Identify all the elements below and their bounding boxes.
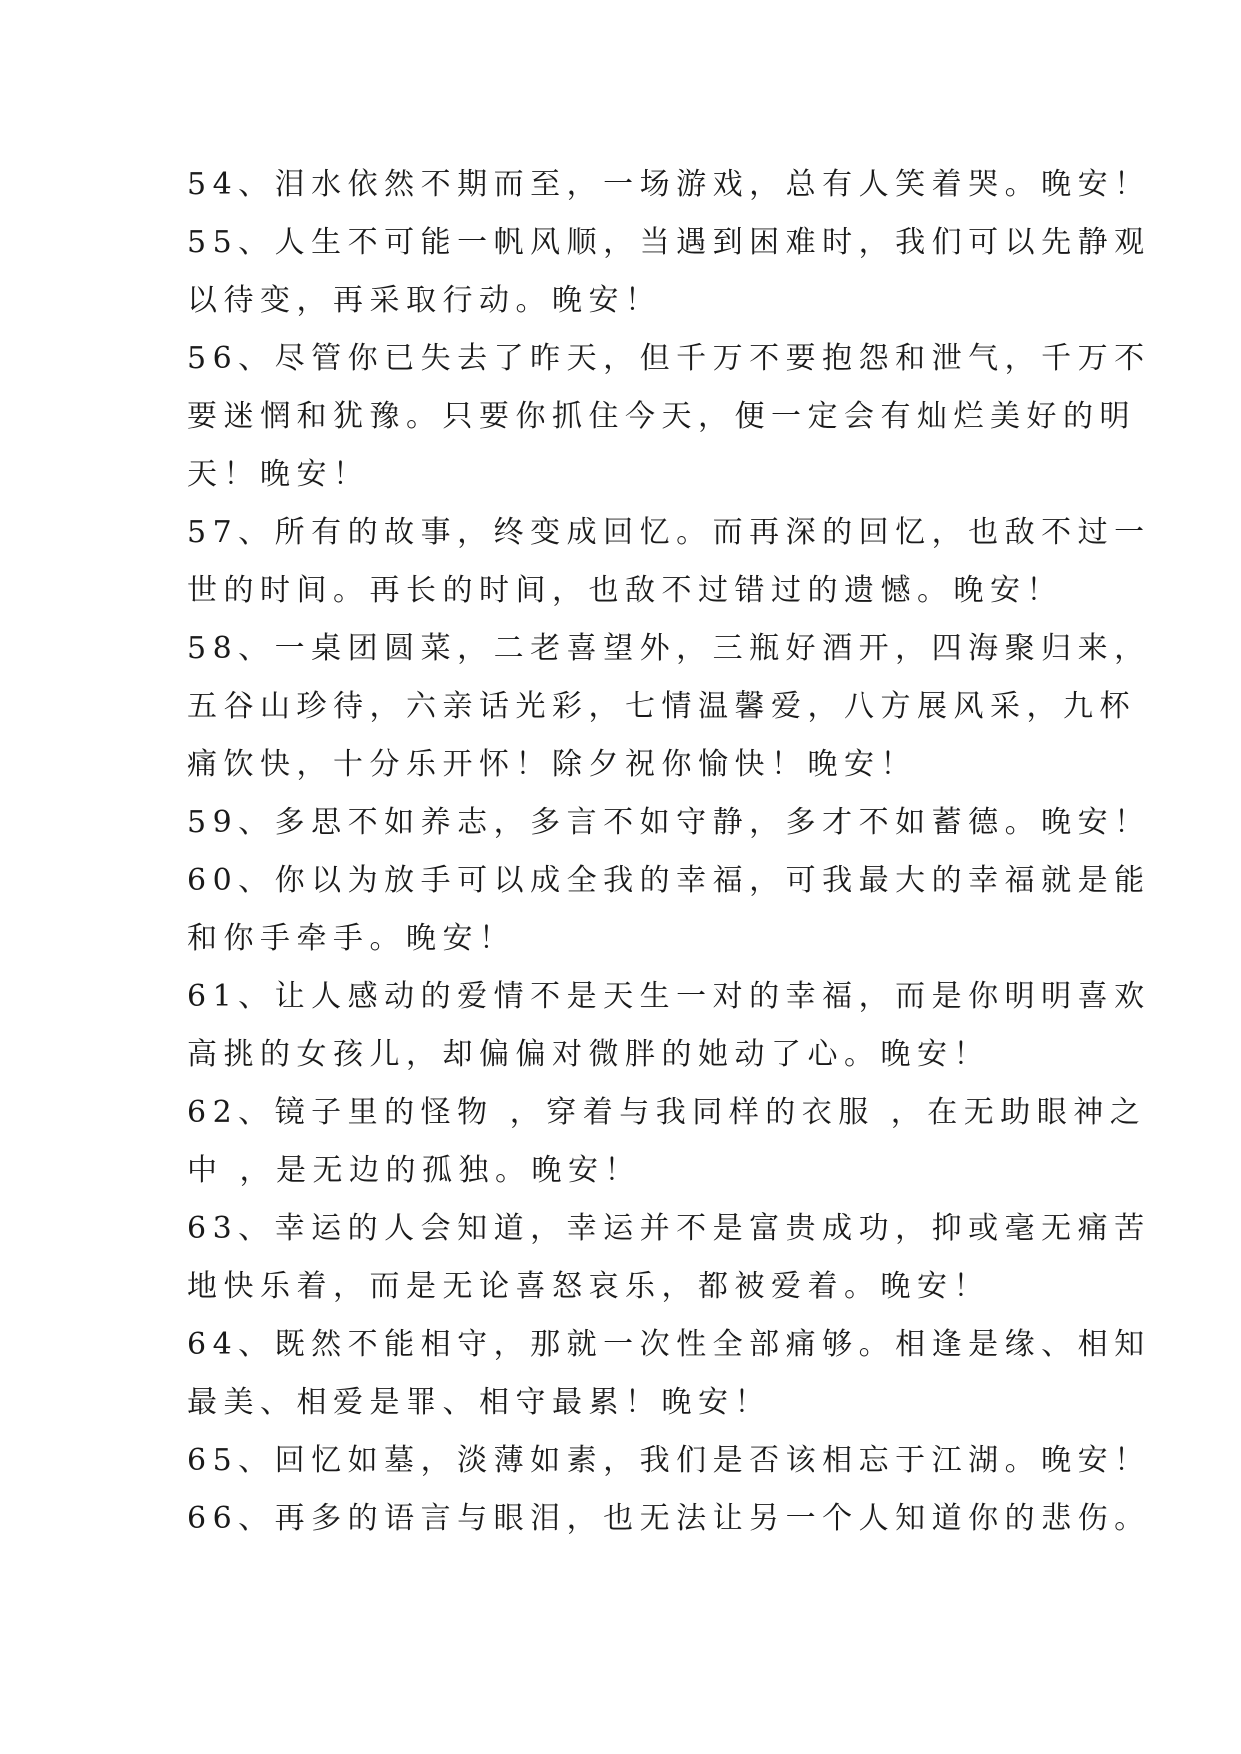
text-line: 和你手牵手。晚安！ [187,921,516,956]
text-line: 天！晚安！ [187,457,370,492]
text-line: 62、镜子里的怪物 ，穿着与我同样的衣服 ，在无助眼神之 [187,1095,1147,1130]
text-line: 61、让人感动的爱情不是天生一对的幸福，而是你明明喜欢 [187,979,1151,1014]
text-line: 中 ，是无边的孤独。晚安！ [187,1153,642,1188]
text-line: 地快乐着，而是无论喜怒哀乐，都被爱着。晚安！ [187,1269,990,1304]
text-line: 高挑的女孩儿，却偏偏对微胖的她动了心。晚安！ [187,1037,990,1072]
text-line: 57、所有的故事，终变成回忆。而再深的回忆，也敌不过一 [187,515,1151,550]
text-line: 54、泪水依然不期而至，一场游戏，总有人笑着哭。晚安！ [187,167,1151,202]
text-line: 五谷山珍待，六亲话光彩，七情温馨爱，八方展风采，九杯 [187,689,1136,724]
text-line: 最美、相爱是罪、相守最累！晚安！ [187,1385,771,1420]
text-line: 要迷惘和犹豫。只要你抓住今天，便一定会有灿烂美好的明 [187,399,1136,434]
text-line: 痛饮快，十分乐开怀！除夕祝你愉快！晚安！ [187,747,917,782]
text-line: 64、既然不能相守，那就一次性全部痛够。相逢是缘、相知 [187,1327,1151,1362]
text-line: 55、人生不可能一帆风顺，当遇到困难时，我们可以先静观 [187,225,1151,260]
text-line: 以待变，再采取行动。晚安！ [187,283,662,318]
text-line: 58、一桌团圆菜，二老喜望外，三瓶好酒开，四海聚归来， [187,631,1151,666]
text-line: 63、幸运的人会知道，幸运并不是富贵成功，抑或毫无痛苦 [187,1211,1151,1246]
text-line: 世的时间。再长的时间，也敌不过错过的遗憾。晚安！ [187,573,1063,608]
text-line: 56、尽管你已失去了昨天，但千万不要抱怨和泄气，千万不 [187,341,1151,376]
text-line: 66、再多的语言与眼泪，也无法让另一个人知道你的悲伤。 [187,1501,1151,1536]
text-line: 65、回忆如墓，淡薄如素，我们是否该相忘于江湖。晚安！ [187,1443,1151,1478]
text-line: 60、你以为放手可以成全我的幸福，可我最大的幸福就是能 [187,863,1151,898]
document-body [187,156,1151,1548]
text-line: 59、多思不如养志，多言不如守静，多才不如蓄德。晚安！ [187,805,1151,840]
